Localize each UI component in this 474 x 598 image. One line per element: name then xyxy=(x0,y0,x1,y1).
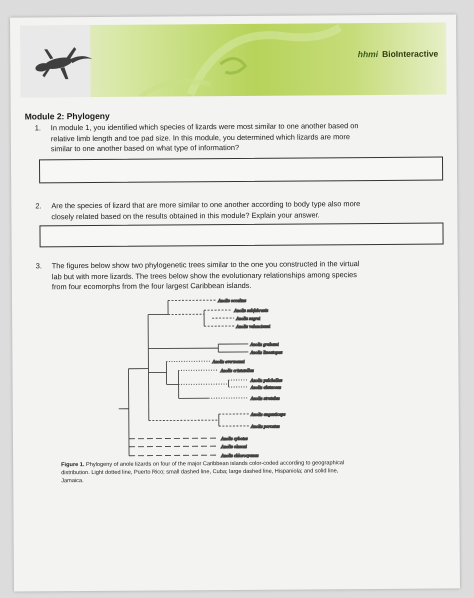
question-line: relative limb length and toe pad size. In this module, you determined which lizards are more xyxy=(50,131,350,143)
species-label: Anolis cybotes xyxy=(220,435,248,442)
brand-logo xyxy=(358,49,439,60)
species-label: Anolis alutaceus xyxy=(250,384,282,390)
biointeractive-label: BioInteractive xyxy=(382,48,439,59)
species-label: Anolis sabfabrasis xyxy=(234,307,269,314)
question-number: 3. xyxy=(35,261,42,271)
phylogeny-figure xyxy=(108,287,329,464)
worksheet-page xyxy=(10,14,460,591)
question-number: 2. xyxy=(35,201,42,211)
question-line: The figures below show two phylogenetic trees similar to the one you constructed in the virtual xyxy=(51,259,360,271)
species-label: Anolis angusticeps xyxy=(250,411,286,417)
module-title: Module 2: Phylogeny xyxy=(24,110,110,122)
species-label: Anolis valencienni xyxy=(236,323,271,329)
species-label: Anolis evermanni xyxy=(212,358,245,365)
species-label: Anolis stratulus xyxy=(250,395,280,401)
question-line: In module 1, you identified which species of lizards were most similar to one another based on xyxy=(50,121,359,133)
species-label: Anolis porcatus xyxy=(250,423,280,429)
question-line: lab but with more lizards. The trees below show the evolutionary relationships among species xyxy=(51,269,357,281)
hhmi-label: hhmi xyxy=(357,48,379,60)
species-label: Anolis chlorocyanus xyxy=(221,452,259,459)
question-line: Are the species of lizard that are more similar to one another according to body type also more xyxy=(51,199,361,211)
species-label: Anolis grahami xyxy=(250,341,279,347)
species-label: Anolis pulchellus xyxy=(250,377,283,383)
species-label: Anolis lineatopus xyxy=(250,349,283,355)
tree-branches xyxy=(118,297,249,456)
answer-box-2[interactable] xyxy=(39,223,443,248)
phylogeny-tree xyxy=(108,287,329,459)
caption-line: Phylogeny of anole lizards on four of the major Caribbean islands color-coded according to geographical xyxy=(85,460,345,469)
header-banner xyxy=(20,23,446,98)
question-2 xyxy=(35,199,445,226)
figure-label: Figure 1. xyxy=(61,462,85,469)
caption-line: Jamaica. xyxy=(61,478,84,485)
question-number: 1. xyxy=(34,123,41,133)
figure-caption xyxy=(61,459,431,486)
species-labels xyxy=(211,298,286,459)
question-line: similar to one another based on what type of information? xyxy=(50,142,240,154)
caption-line: distribution. Light dotted line, Puerto Rico; small dashed line, Cuba; large dashed line, Hispaniola; and solid line, xyxy=(61,468,339,477)
banner-decoration xyxy=(20,23,446,98)
question-line: closely related based on the results obtained in this module? Explain your answer. xyxy=(51,209,320,221)
question-1 xyxy=(35,121,445,158)
answer-box-1[interactable] xyxy=(39,157,443,184)
species-label: Anolis olssoni xyxy=(220,443,247,450)
species-label: Anolis cristatellus xyxy=(220,367,254,374)
species-label: Anolis occultus xyxy=(217,297,247,304)
question-line: from four ecomorphs from the four largest Caribbean islands. xyxy=(51,280,252,292)
species-label: Anolis sagrei xyxy=(236,315,261,321)
